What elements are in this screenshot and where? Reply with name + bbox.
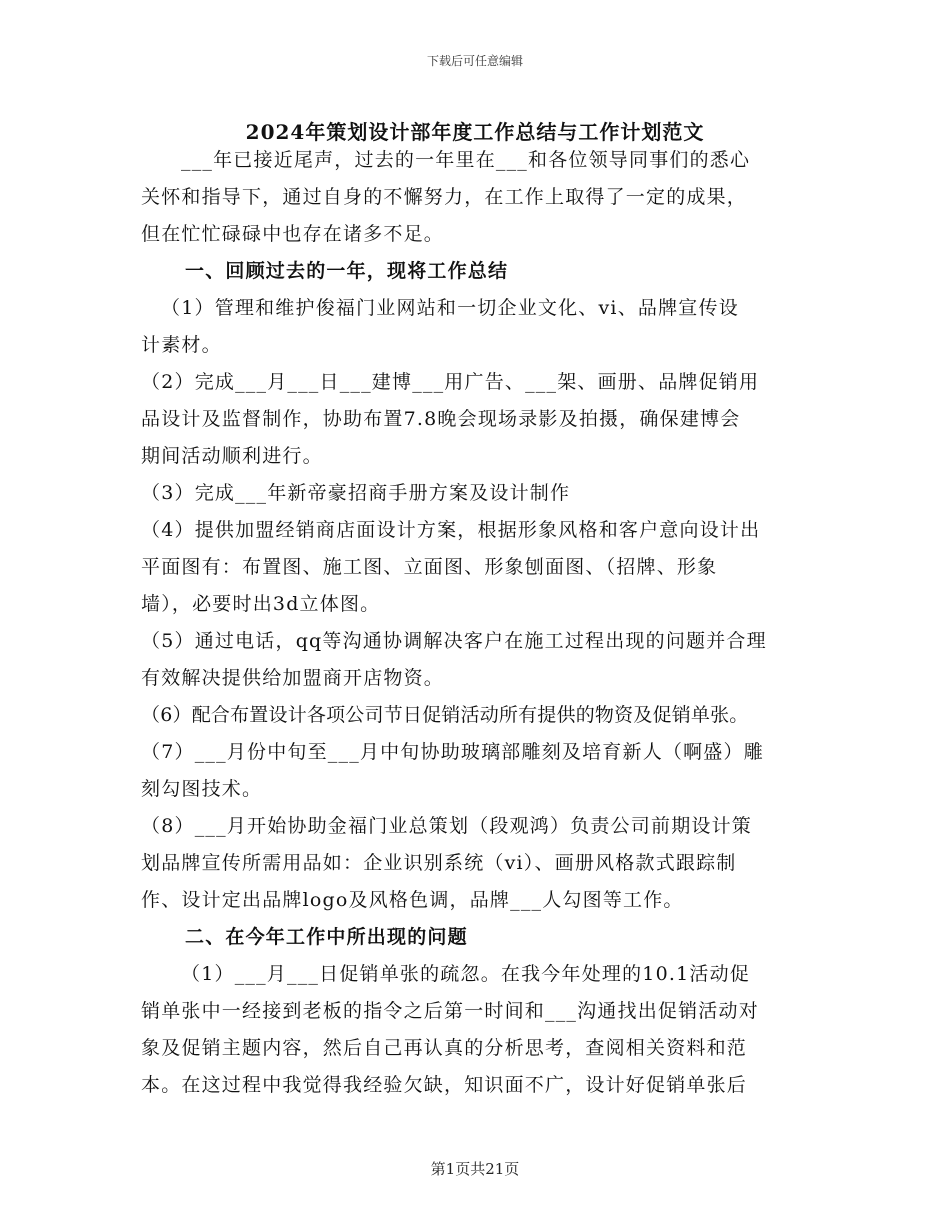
paragraph-line: 期间活动顺利进行。 [141, 445, 323, 467]
paragraph-line: 本。在这过程中我觉得我经验欠缺，知识面不广，设计好促销单张后 [141, 1074, 748, 1096]
paragraph-line: （3）完成___年新帝豪招商手册方案及设计制作 [141, 482, 571, 504]
paragraph-line: （7）___月份中旬至___月中旬协助玻璃部雕刻及培育新人（啊盛）雕 [141, 741, 764, 763]
paragraph-line: 关怀和指导下，通过自身的不懈努力，在工作上取得了一定的成果， [141, 186, 748, 208]
paragraph-line: 刻勾图技术。 [141, 778, 263, 800]
paragraph-line: 计素材。 [141, 334, 222, 356]
section-heading: 一、回顾过去的一年，现将工作总结 [185, 260, 509, 282]
paragraph-line: 销单张中一经接到老板的指令之后第一时间和___沟通找出促销活动对 [141, 1000, 759, 1022]
paragraph-line: 象及促销主题内容，然后自己再认真的分析思考，查阅相关资料和范 [141, 1037, 748, 1059]
document-title: 2024年策划设计部年度工作总结与工作计划范文 [245, 120, 705, 144]
paragraph-line: ___年已接近尾声，过去的一年里在___和各位领导同事们的悉心 [181, 149, 751, 171]
paragraph-line: 划品牌宣传所需用品如：企业识别系统（vi）、画册风格款式跟踪制 [141, 852, 737, 874]
paragraph-line: （1）管理和维护俊福门业网站和一切企业文化、vi、品牌宣传设 [161, 297, 739, 319]
paragraph-line: （8）___月开始协助金福门业总策划（段观鸿）负责公司前期设计策 [141, 815, 752, 837]
paragraph-line: （2）完成___月___日___建博___用广告、___架、画册、品牌促销用 [141, 371, 760, 393]
paragraph-line: 品设计及监督制作，协助布置7.8晚会现场录影及拍摄，确保建博会 [141, 408, 741, 430]
paragraph-line: （1）___月___日促销单张的疏忽。在我今年处理的10.1活动促 [181, 963, 750, 985]
paragraph-line: 作、设计定出品牌logo及风格色调，品牌___人勾图等工作。 [141, 889, 684, 911]
document-body [141, 142, 821, 1104]
section-heading: 二、在今年工作中所出现的问题 [185, 926, 468, 948]
paragraph-line: （6）配合布置设计各项公司节日促销活动所有提供的物资及促销单张。 [141, 704, 749, 726]
paragraph-line: （4）提供加盟经销商店面设计方案，根据形象风格和客户意向设计出 [141, 519, 761, 541]
paragraph-line: 墙），必要时出3d立体图。 [141, 593, 381, 615]
header-note: 下载后可任意编辑 [426, 54, 523, 68]
page-number: 第1页共21页 [430, 1160, 520, 1178]
paragraph-line: 有效解决提供给加盟商开店物资。 [141, 667, 445, 689]
paragraph-line: 但在忙忙碌碌中也存在诸多不足。 [141, 223, 445, 245]
paragraph-line: （5）通过电话，qq等沟通协调解决客户在施工过程出现的问题并合理 [141, 630, 767, 652]
paragraph-line: 平面图有：布置图、施工图、立面图、形象刨面图、（招牌、形象 [141, 556, 718, 578]
